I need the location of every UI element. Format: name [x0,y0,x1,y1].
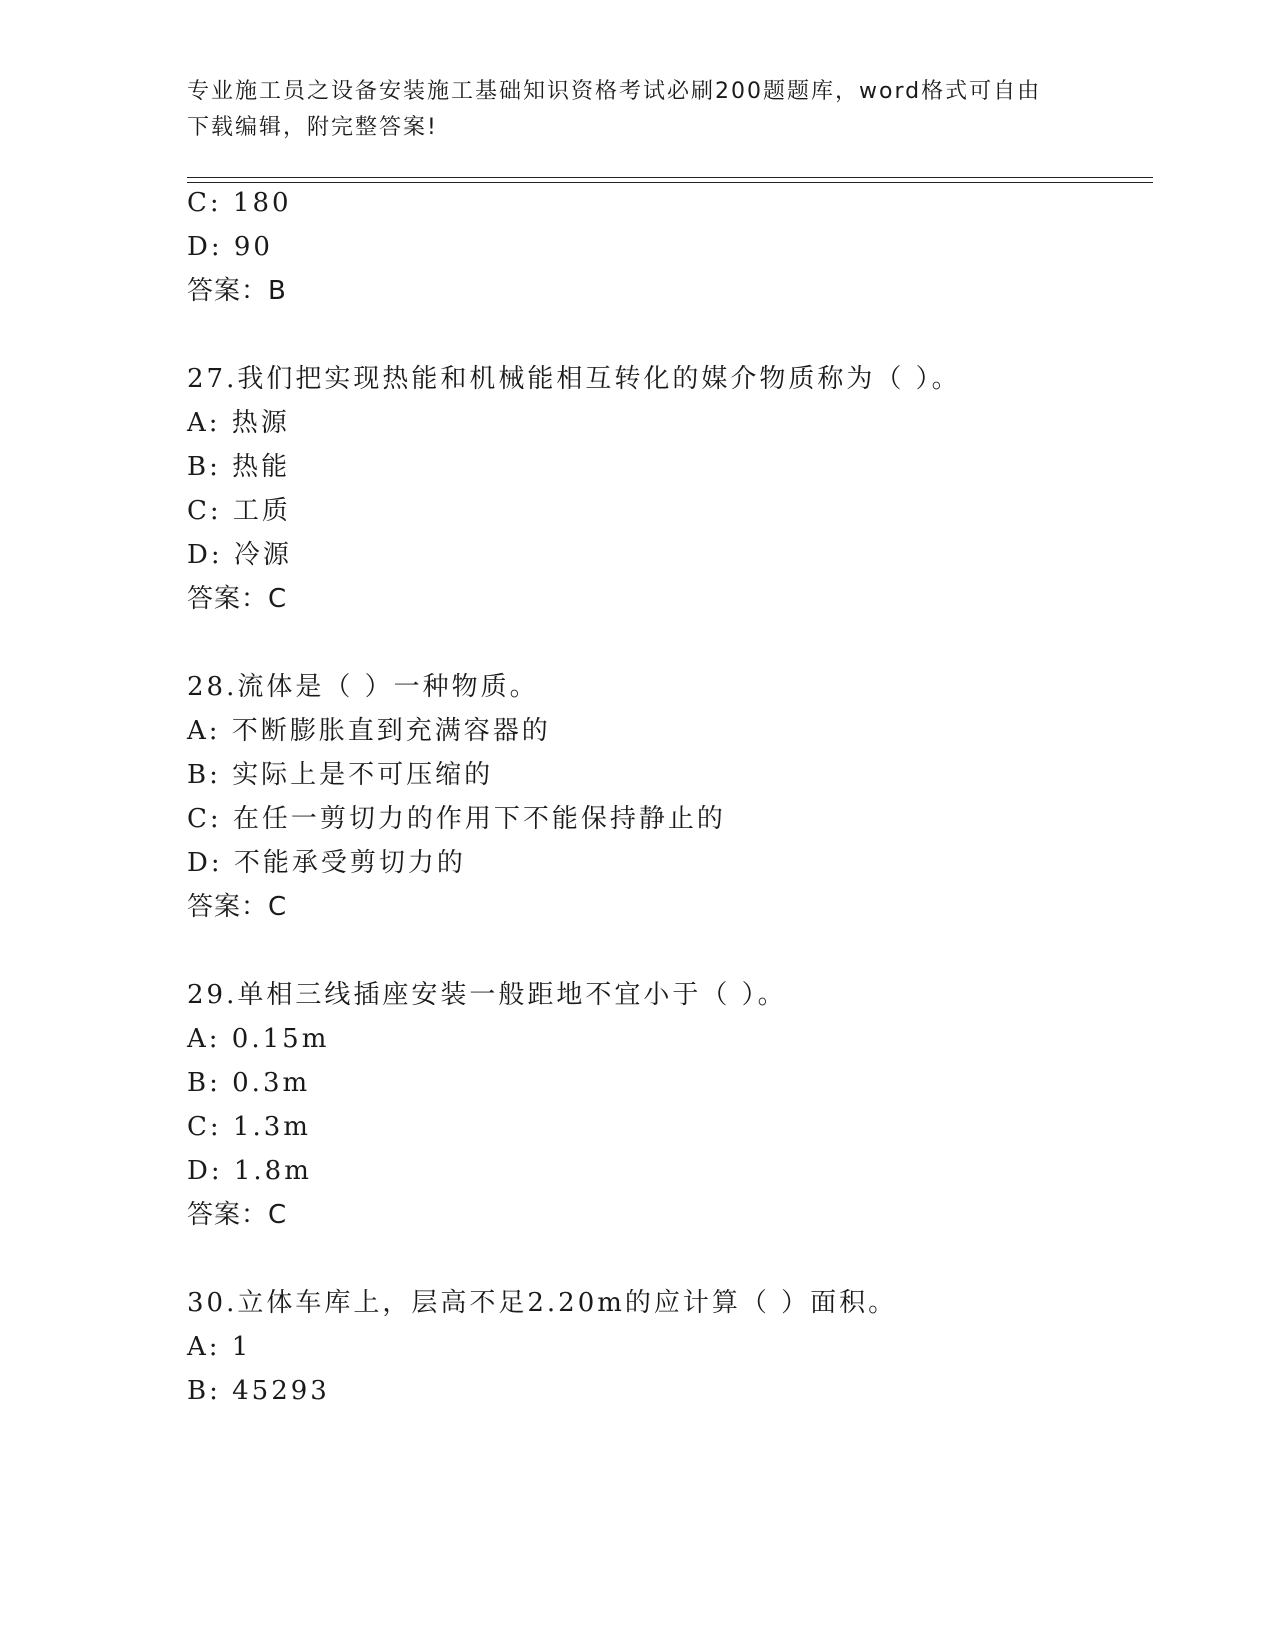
question-30-option-b: B: 45293 [187,1376,330,1406]
question-28-option-b: B: 实际上是不可压缩的 [187,760,494,790]
question-30-stem: 30.立体车库上，层高不足2.20m的应计算（ ）面积。 [187,1288,898,1318]
header-line-1: 专业施工员之设备安装施工基础知识资格考试必刷200题题库，word格式可自由 [187,79,1042,104]
question-29-answer: 答案：C [187,1200,288,1230]
prev-answer: 答案：B [187,276,287,306]
question-29-option-d: D: 1.8m [187,1156,312,1186]
question-27-option-d: D: 冷源 [187,540,292,570]
question-29-option-b: B: 0.3m [187,1068,311,1098]
question-28-option-c: C: 在任一剪切力的作用下不能保持静止的 [187,804,726,834]
question-27-answer: 答案：C [187,584,288,614]
question-29-stem: 29.单相三线插座安装一般距地不宜小于（ ）。 [187,980,787,1010]
question-28-answer: 答案：C [187,892,288,922]
question-29-option-a: A: 0.15m [187,1024,330,1054]
question-27-stem: 27.我们把实现热能和机械能相互转化的媒介物质称为（ ）。 [187,364,961,394]
header-divider-top [187,177,1153,178]
header-divider-bottom [187,182,1153,183]
question-27-option-a: A: 热源 [187,408,290,438]
question-28-stem: 28.流体是（ ）一种物质。 [187,672,539,702]
prev-option-d: D: 90 [187,232,273,262]
question-28-option-d: D: 不能承受剪切力的 [187,848,466,878]
question-29-option-c: C: 1.3m [187,1112,311,1142]
prev-option-c: C: 180 [187,188,292,218]
question-30-option-a: A: 1 [187,1332,252,1362]
document-header [187,74,1087,146]
header-line-2: 下载编辑，附完整答案! [187,115,438,140]
question-27-option-b: B: 热能 [187,452,291,482]
question-28-option-a: A: 不断膨胀直到充满容器的 [187,716,551,746]
question-27-option-c: C: 工质 [187,496,291,526]
